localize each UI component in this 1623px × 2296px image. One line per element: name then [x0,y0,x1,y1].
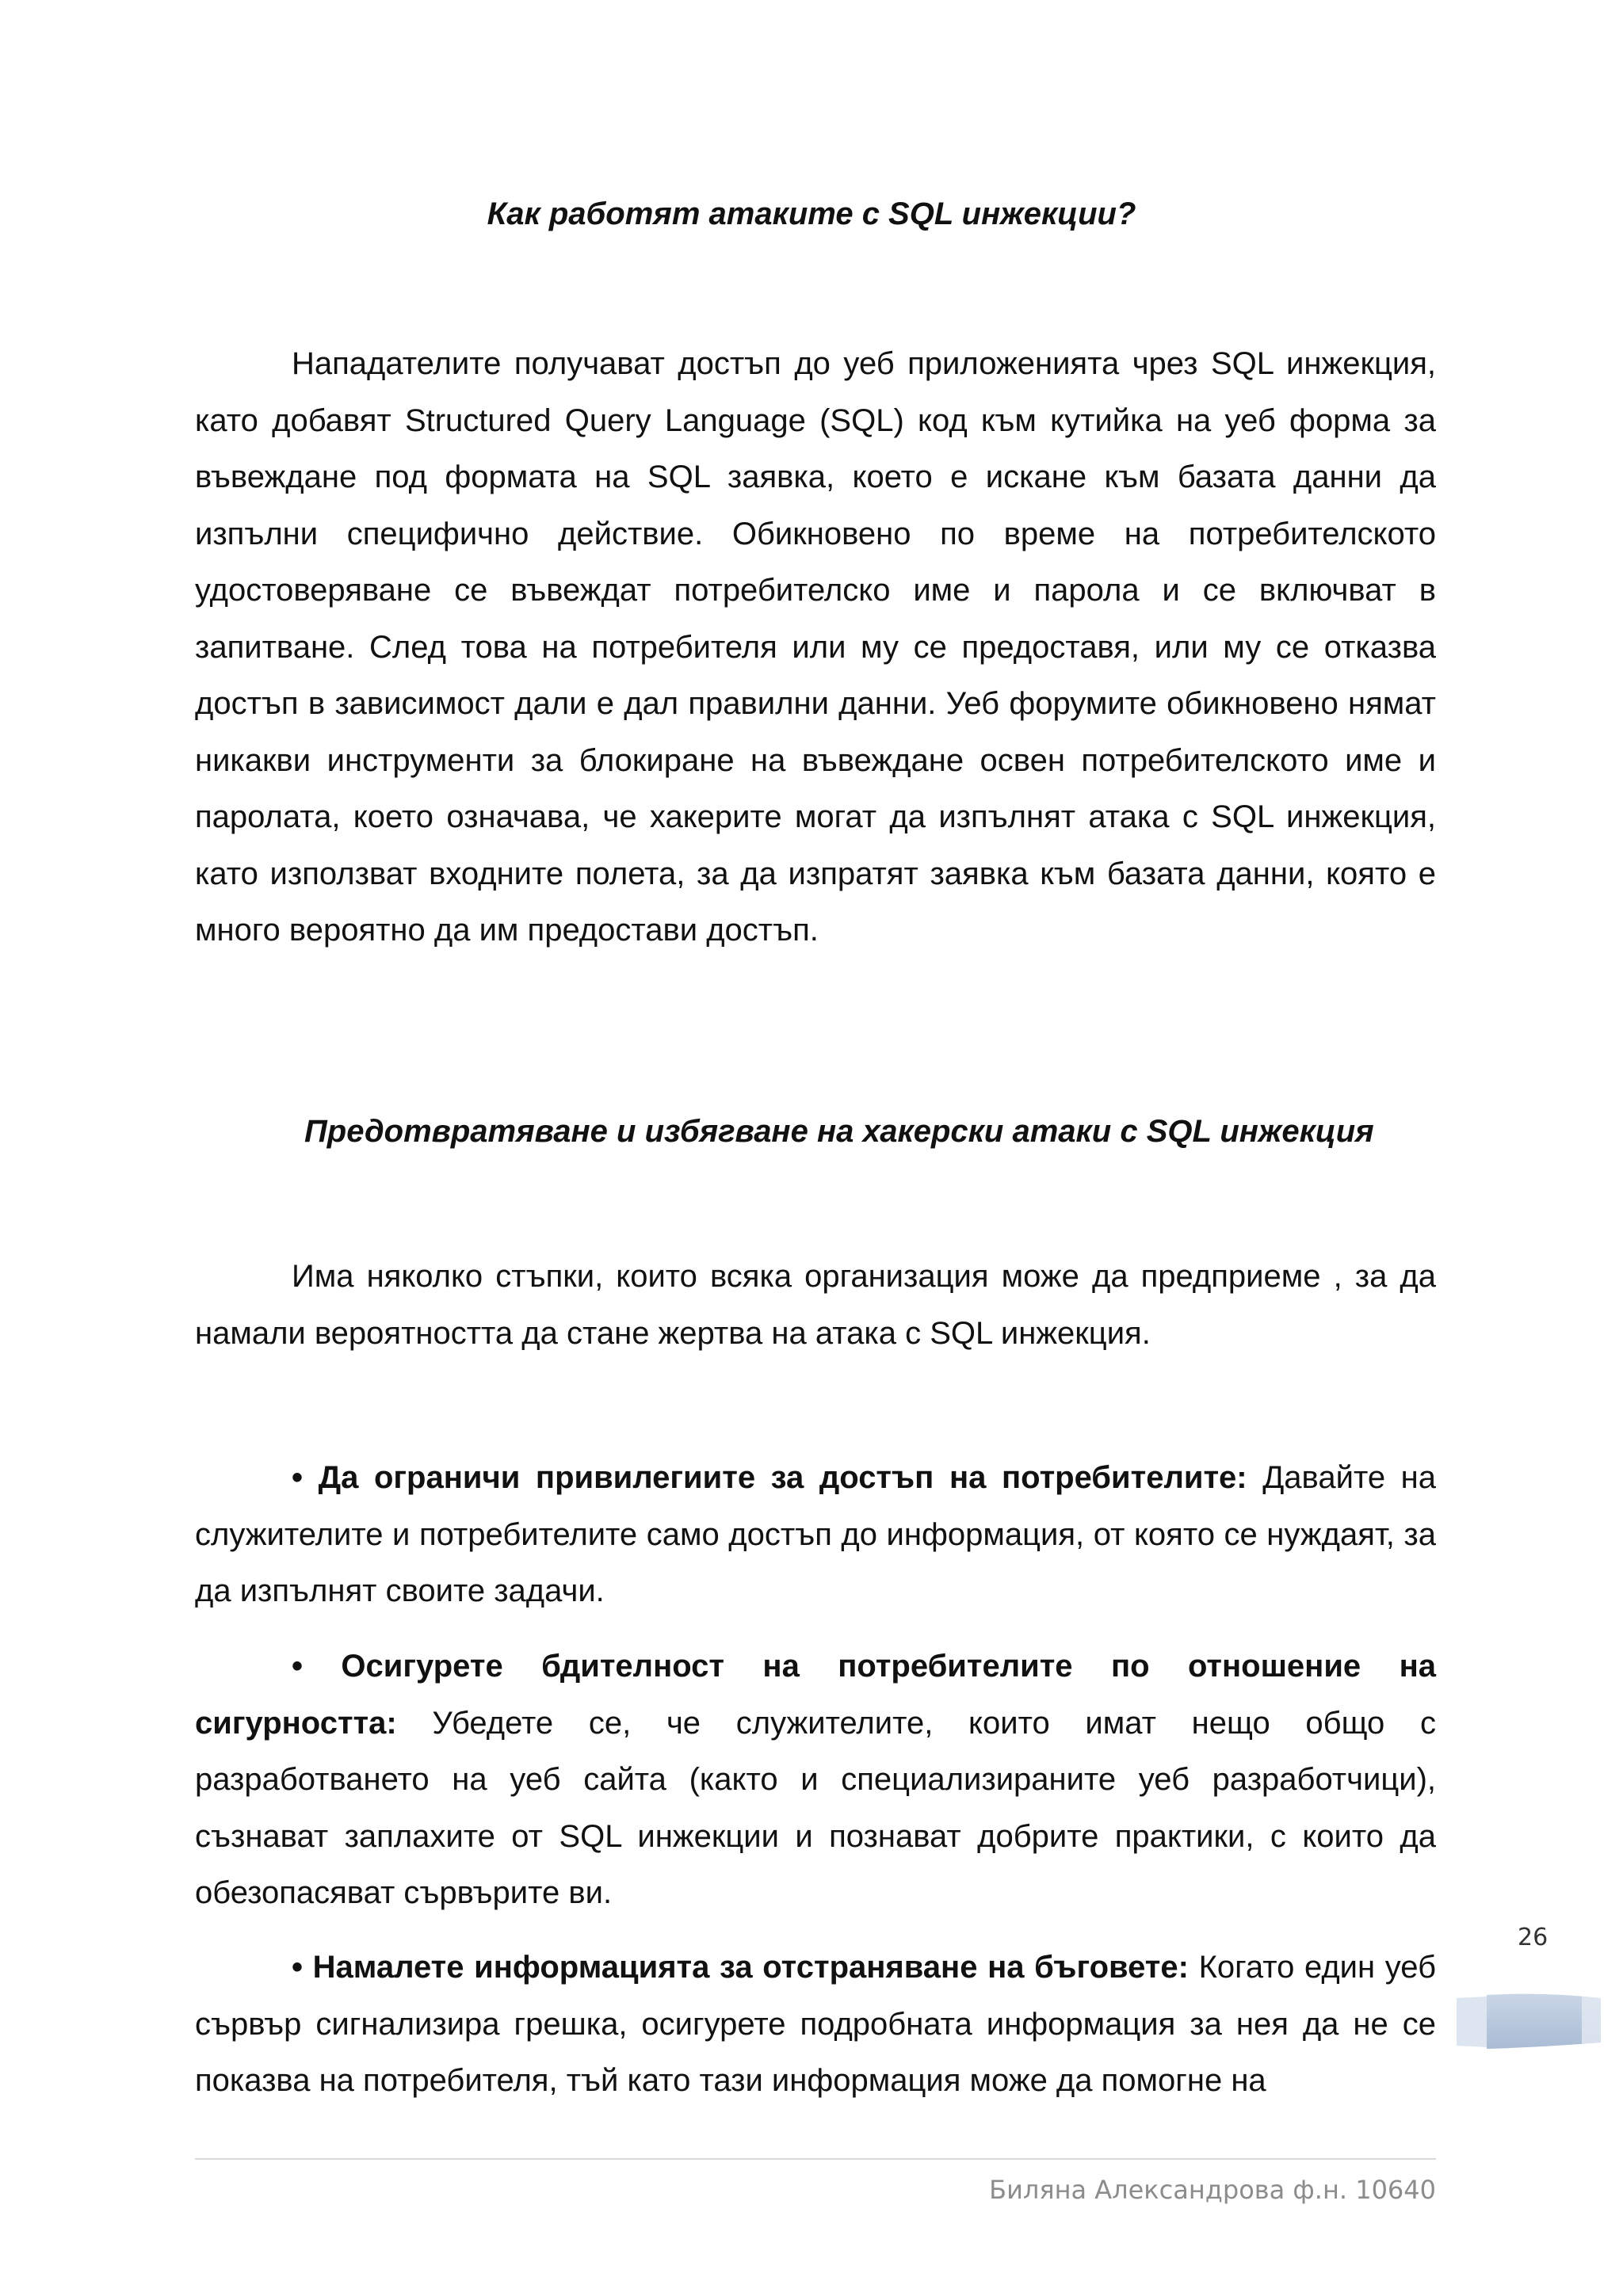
page-ribbon-decoration [1455,1990,1602,2054]
bullet-item [195,1638,1436,1922]
paragraph-text: Нападателите получават достъп до уеб приложенията чрез SQL инжекция, като добавят Structured Query Language (SQL) код към кутийка на уеб форма за въвеждане под формата на SQL заявка, което е искане към базата данни да изпълни специфично действие. Обикновено по време на потребителското удостоверяване се въвеждат потребителско име и парола и се включват в запитване. След това на потребителя или му се предоставя, или му се отказва достъп в зависимост дали е дал правилни данни. Уеб форумите обикновено нямат никакви инструменти за блокиране на въвеждане освен потребителското име и паролата, което означава, че хакерите могат да изпълнят атака с SQL инжекция, като използват входните полета, за да изпратят заявка към базата данни, която е много вероятно да им предостави достъп. [195,346,1436,948]
bullet-lead: • Да ограничи привилегиите за достъп на потребителите: [292,1460,1247,1495]
bullet-text: Убедете се, че служителите, които имат нещо общо с разработването на уеб сайта (както и специализираните уеб разработчици), съзнават заплахите от SQL инжекции и познават добрите практики, с които да обезопасяват сървърите ви. [195,1705,1436,1910]
bullet-item [195,1450,1436,1620]
intro-paragraph [195,1249,1436,1362]
intro-text: Има няколко стъпки, които всяка организация може да предприеме , за да намали вероятността да стане жертва на атака с SQL инжекция. [195,1259,1436,1351]
page-number: 26 [1518,1924,1549,1951]
bullet-item [195,1939,1436,2110]
footer-author: Биляна Александрова ф.н. 10640 [989,2175,1436,2205]
bullet-text: Давайте на служителите и потребителите само достъп до информация, от която се нуждаят, за да изпълнят своите задачи. [195,1460,1437,1608]
bullet-text: Когато един уеб сървър сигнализира грешка, осигурете подробната информация за нея да не се показва на потребителя, тъй като тази информация може да помогне на [195,1950,1436,2098]
footer-divider [195,2158,1436,2160]
bullet-lead: • Намалете информацията за отстраняване на бъговете: [292,1950,1189,1985]
bullet-lead: • Осигурете бдителност на потребителите по отношение на сигурността: [195,1649,1436,1741]
section-heading-prevention: Предотвратяване и избягване на хакерски атаки с SQL инжекция [304,1114,1374,1149]
section-heading-sql-attacks: Как работят атаките с SQL инжекции? [487,196,1136,231]
body-paragraph [195,336,1436,959]
